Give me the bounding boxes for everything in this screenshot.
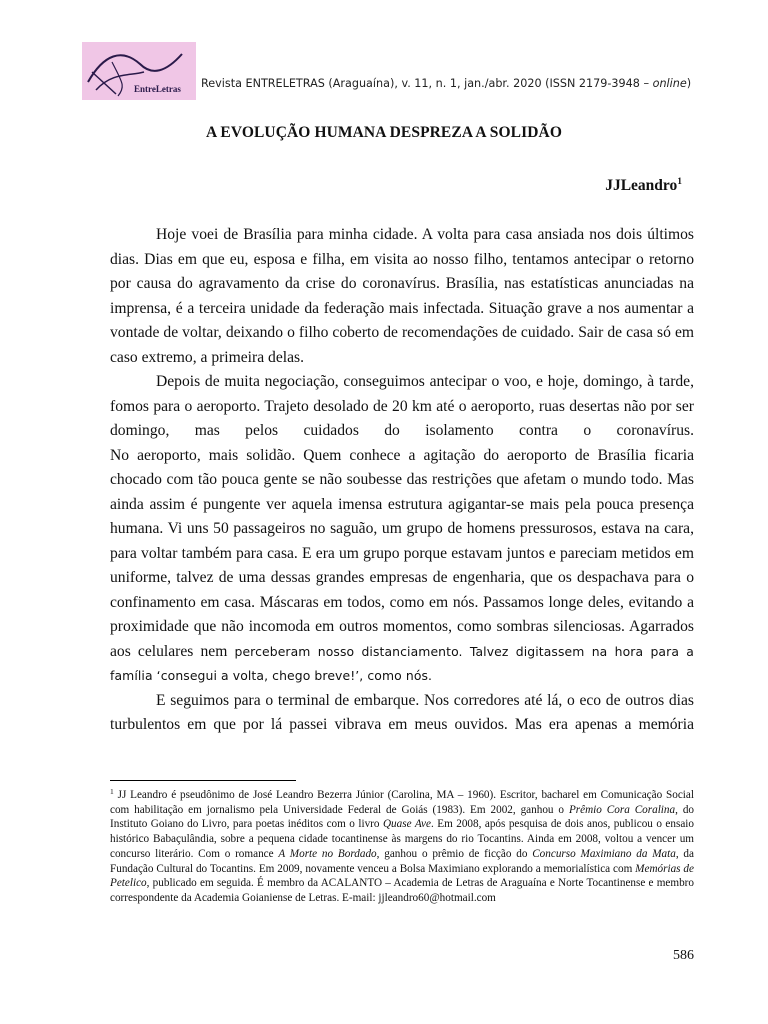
footnote-part: , ganhou o prêmio de ficção do xyxy=(376,847,533,860)
article-title: A EVOLUÇÃO HUMANA DESPREZA A SOLIDÃO xyxy=(206,124,562,141)
footnote-divider xyxy=(110,780,296,781)
paragraph-2-main: No aeroporto, mais solidão. Quem conhece a agitação do aeroporto de Brasília ficaria chocado com tão pouca gente se não soubesse das restrições que afetam o mundo todo. Mas ainda assim é pungente ver aquela imensa estrutura agigantar-se mais pela pouca presença humana. Vi uns 50 passageiros no saguão, um grupo de homens pressurosos, estava na cara, para voltar também para casa. E era um grupo porque estavam juntos e pareciam metidos em uniforme, talvez de uma dessas grandes empresas de engenharia, que os despachava para o confinamento em casa. Máscaras em todos, como em nós. Passamos longe deles, evitando a proximidade que não incomoda em outros momentos, como sombras silenciosas. Agarrados aos celulares nem xyxy=(110,446,694,660)
article-body xyxy=(110,223,694,738)
page-number: 586 xyxy=(673,948,694,963)
paragraph-1: Hoje voei de Brasília para minha cidade. A volta para casa ansiada nos dois últimos dias. Dias em que eu, esposa e filha, em visita ao nosso filho, tentamos antecipar o retorno por causa do agravamento da crise do coronavírus. Brasília, nas estatísticas anunciadas na imprensa, é a terceira unidade da federação mais infectada. Situação grave a nos aumentar a vontade de voltar, deixando o filho coberto de recomendações de cuidado. Sair de casa só em caso extremo, a primeira delas. xyxy=(110,226,694,366)
footnote-part: , publicado em seguida. É membro da ACALANTO – Academia de Letras de Araguaína e Norte Tocantinense e membro correspondente da Academia Goianiense de Letras. E-mail: jjleandro60@hotmail.com xyxy=(110,877,694,904)
footnote-award: Concurso Maximiano da Mata xyxy=(532,847,676,860)
footnote-text xyxy=(110,785,694,906)
footnote-part: . Em 2008, após pesquisa de dois anos, publicou o ensaio histórico Babaçulândia, sobre a pequena cidade tocantinense às margens do rio Tocantins. Ainda em 2008, voltou a vencer um concurso literário. Com o romance xyxy=(110,818,694,860)
paragraph-3: E seguimos para o terminal de embarque. Nos corredores até lá, o eco de outros dias turbulentos em que por lá passei vibrava em meus ouvidos. Mas era apenas a memória xyxy=(110,691,694,733)
footnote-part: JJ Leandro é pseudônimo de José Leandro Bezerra Júnior (Carolina, MA – 1960). Escritor, bacharel em Comunicação Social com habilitação em jornalismo pela Universidade Federal de Goiás (1983). Em 2002, ganhou o xyxy=(110,789,694,816)
footnote-award: Prêmio Cora Coralina xyxy=(568,803,676,816)
journal-citation xyxy=(201,77,691,90)
journal-logo xyxy=(82,42,196,100)
logo-text: EntreLetras xyxy=(134,84,181,94)
footnote-part: , do Instituto Goiano do Livro, para poetas inéditos com o livro xyxy=(110,803,695,831)
paragraph-2-body xyxy=(110,444,694,689)
article-author xyxy=(605,177,682,195)
paragraph-2-opening: Depois de muita negociação, conseguimos antecipar o voo, e hoje, domingo, à tarde, fomos para o aeroporto. Trajeto desolado de 20 km até o aeroporto, ruas desertas não por ser domingo, mas pelos cuidados do isolamento contra o coronavírus. xyxy=(110,373,694,439)
citation-suffix: ) xyxy=(686,77,692,90)
footnote-part: , da Fundação Cultural do Tocantins. Em 2009, novamente venceu a Bolsa Maximiano explorando a memorialística com xyxy=(110,847,694,875)
citation-italic: online xyxy=(652,77,687,90)
footnote-mark: 1 xyxy=(110,787,114,796)
citation-prefix: Revista ENTRELETRAS (Araguaína), v. 11, n. 1, jan./abr. 2020 (ISSN 2179-3948 – xyxy=(201,77,653,90)
footnote-book: Quase Ave xyxy=(382,818,431,831)
footnote-book: Memórias de Petelico xyxy=(110,862,694,890)
author-name: JJLeandro xyxy=(605,177,678,194)
author-footnote-mark: 1 xyxy=(677,177,682,187)
footnote xyxy=(110,785,694,906)
paragraph-2-sans-text: perceberam nosso distanciamento. Talvez digitassem na hora para a família ‘consegui a volta, chego breve!’, como nós. xyxy=(110,643,694,683)
footnote-book: A Morte no Bordado xyxy=(278,847,377,860)
